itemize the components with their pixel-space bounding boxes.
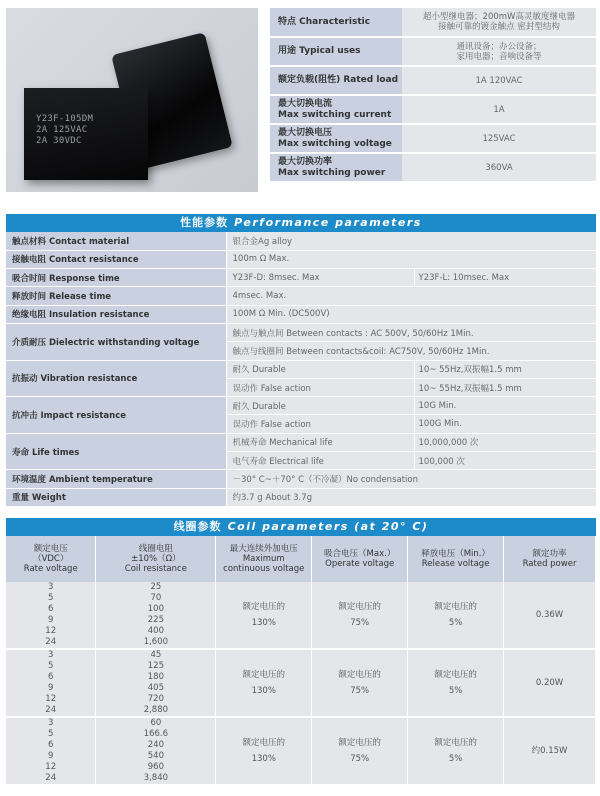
characteristic-label-line: 最大切换功率 — [278, 156, 333, 167]
performance-row — [6, 433, 596, 451]
performance-label: 环境温度 Ambient temperature — [6, 470, 226, 488]
characteristic-label-line: Max switching current — [278, 109, 392, 120]
performance-value: 10G Min. — [414, 397, 596, 415]
coil-column-header-line: Operate voltage — [325, 559, 395, 569]
characteristic-label-line: 特点 Characteristic — [278, 16, 371, 27]
performance-row — [6, 360, 596, 378]
coil-column-header — [312, 536, 408, 582]
coil-resistance: 70 — [96, 593, 216, 604]
coil-resistance: 405 — [96, 683, 216, 694]
characteristic-value — [402, 153, 596, 182]
coil-column-header — [216, 536, 312, 582]
characteristic-value-line: 家用电器；音响设备等 — [456, 51, 542, 62]
performance-value: －30° C~＋70° C（不冷凝）No condensation — [226, 470, 596, 488]
coil-column-header-line: 额定电压 — [33, 544, 68, 554]
performance-label: 吸合时间 Response time — [6, 269, 226, 287]
performance-value: 100G Min. — [414, 415, 596, 433]
characteristic-label-line: 用途 Typical uses — [278, 46, 361, 56]
characteristic-label-line: 最大切换电压 — [278, 127, 333, 138]
coil-resistance: 240 — [96, 740, 216, 751]
coil-row — [6, 582, 596, 593]
coil-row — [6, 649, 596, 661]
coil-rate-voltage: 9 — [6, 683, 96, 694]
coil-column-header — [504, 536, 596, 582]
relay-marking-line: Y23F-105DM — [36, 114, 94, 124]
coil-release-voltage-line: 5% — [448, 686, 463, 696]
performance-value: 10,000,000 次 — [414, 433, 596, 451]
coil-resistance: 3,840 — [96, 773, 216, 785]
performance-value: 银合金Ag alloy — [226, 232, 596, 250]
performance-value: 机械寿命 Mechanical life — [226, 433, 414, 451]
relay-marking-line: 2A 30VDC — [36, 136, 82, 146]
coil-operate-voltage-line: 75% — [350, 618, 370, 628]
characteristic-value-line: 360VA — [485, 162, 513, 173]
performance-title-en: Performance parameters — [234, 216, 422, 229]
coil-rate-voltage: 9 — [6, 751, 96, 762]
top-section — [0, 0, 600, 196]
coil-release-voltage — [408, 649, 504, 717]
coil-operate-voltage-line: 75% — [350, 754, 370, 764]
performance-row — [6, 488, 596, 506]
characteristic-label-line: 最大切换电流 — [278, 98, 333, 109]
characteristic-label-line: 额定负载(阻性) Rated load — [278, 75, 399, 85]
coil-resistance: 100 — [96, 604, 216, 615]
coil-release-voltage-line: 额定电压的 — [434, 670, 477, 680]
coil-release-voltage-line: 5% — [448, 754, 463, 764]
characteristic-value-line: 125VAC — [482, 133, 516, 144]
performance-value: 100M Ω Min. (DC500V) — [226, 305, 596, 323]
characteristic-value-line: 1A — [493, 104, 505, 115]
coil-rated-power: 0.36W — [504, 582, 596, 649]
coil-max-voltage-line: 额定电压的 — [242, 602, 286, 612]
coil-resistance: 225 — [96, 615, 216, 626]
performance-table — [6, 232, 596, 507]
performance-row — [6, 269, 596, 287]
coil-rate-voltage: 24 — [6, 637, 96, 649]
coil-max-voltage-line: 130% — [251, 754, 276, 764]
performance-label: 介质耐压 Dielectric withstanding voltage — [6, 323, 226, 360]
performance-row — [6, 397, 596, 415]
characteristic-label — [270, 37, 402, 66]
characteristic-value-line: 1A 120VAC — [475, 75, 523, 86]
performance-value: 触点与线圈间 Between contacts&coil: AC750V, 50/60Hz 1Min. — [226, 342, 596, 360]
coil-operate-voltage-line: 额定电压的 — [338, 738, 381, 748]
performance-label: 绝缘电阻 Insulation resistance — [6, 305, 226, 323]
coil-resistance: 180 — [96, 672, 216, 683]
coil-column-header-line: Rated power — [522, 559, 577, 569]
performance-value: 耐久 Durable — [226, 397, 414, 415]
characteristic-label — [270, 8, 402, 37]
coil-resistance: 960 — [96, 762, 216, 773]
performance-value: 10~ 55Hz,双振幅1.5 mm — [414, 378, 596, 396]
coil-rate-voltage: 12 — [6, 626, 96, 637]
coil-title-cn: 线圈参数 — [173, 520, 222, 533]
coil-column-header — [408, 536, 504, 582]
performance-value: Y23F-D: 8msec. Max — [226, 269, 414, 287]
coil-max-voltage-line: 额定电压的 — [242, 738, 286, 748]
performance-label: 释放时间 Release time — [6, 287, 226, 305]
characteristic-value — [402, 124, 596, 153]
coil-resistance: 166.6 — [96, 729, 216, 740]
characteristic-label — [270, 95, 402, 124]
coil-resistance: 400 — [96, 626, 216, 637]
performance-value: 10~ 55Hz,双振幅1.5 mm — [414, 360, 596, 378]
coil-max-voltage-line: 额定电压的 — [242, 670, 286, 680]
coil-rated-power: 约0.15W — [504, 717, 596, 785]
coil-column-header-line: Coil resistance — [124, 564, 187, 574]
characteristic-label-line: Max switching power — [278, 167, 386, 178]
performance-value: 4msec. Max. — [226, 287, 596, 305]
coil-max-voltage — [216, 582, 312, 649]
coil-operate-voltage — [312, 582, 408, 649]
coil-operate-voltage-line: 75% — [350, 686, 370, 696]
performance-label: 寿命 Life times — [6, 433, 226, 470]
characteristic-value-line: 接触可靠的镀金触点 密封型结构 — [438, 22, 560, 32]
coil-table — [6, 536, 596, 786]
coil-rate-voltage: 12 — [6, 694, 96, 705]
performance-row — [6, 250, 596, 268]
coil-max-voltage — [216, 649, 312, 717]
coil-resistance: 45 — [96, 649, 216, 661]
coil-rate-voltage: 5 — [6, 729, 96, 740]
performance-value: 100,000 次 — [414, 452, 596, 470]
coil-rate-voltage: 12 — [6, 762, 96, 773]
coil-release-voltage-line: 额定电压的 — [434, 602, 477, 612]
coil-rate-voltage: 9 — [6, 615, 96, 626]
coil-rate-voltage: 3 — [6, 649, 96, 661]
performance-value: 约3.7 g About 3.7g — [226, 488, 596, 506]
performance-label: 接触电阻 Contact resistance — [6, 250, 226, 268]
performance-section — [6, 214, 596, 507]
coil-rate-voltage: 3 — [6, 582, 96, 593]
coil-release-voltage-line: 5% — [448, 618, 463, 628]
performance-value: 100m Ω Max. — [226, 250, 596, 268]
characteristic-label — [270, 124, 402, 153]
characteristic-value — [402, 37, 596, 66]
coil-column-header-line: Maximum — [242, 554, 285, 564]
coil-column-header-line: Rate voltage — [23, 564, 78, 574]
performance-label: 触点材料 Contact material — [6, 232, 226, 250]
characteristic-label — [270, 66, 402, 95]
characteristic-row — [270, 66, 596, 95]
relay-photo — [6, 8, 258, 192]
coil-resistance: 540 — [96, 751, 216, 762]
performance-label: 抗振动 Vibration resistance — [6, 360, 226, 397]
performance-label: 重量 Weight — [6, 488, 226, 506]
coil-operate-voltage-line: 额定电压的 — [338, 670, 381, 680]
performance-row — [6, 305, 596, 323]
coil-column-header — [6, 536, 96, 582]
characteristic-value — [402, 8, 596, 37]
coil-rate-voltage: 6 — [6, 604, 96, 615]
coil-resistance: 60 — [96, 717, 216, 729]
coil-title-en: Coil parameters (at 20° C) — [227, 520, 429, 533]
coil-column-header-line: 线圈电阻 — [138, 544, 173, 554]
coil-column-header-line: ±10%（Ω） — [131, 554, 181, 564]
characteristic-row — [270, 8, 596, 37]
characteristic-row — [270, 153, 596, 182]
characteristic-value-line: 超小型继电器；200mW高灵敏度继电器 — [423, 12, 575, 22]
coil-column-header-line: 释放电压（Min.） — [421, 549, 490, 559]
characteristic-row — [270, 124, 596, 153]
performance-row — [6, 323, 596, 341]
coil-operate-voltage — [312, 717, 408, 785]
coil-max-voltage-line: 130% — [251, 618, 276, 628]
coil-resistance: 125 — [96, 661, 216, 672]
relay-marking — [36, 114, 140, 147]
performance-value: 耐久 Durable — [226, 360, 414, 378]
coil-section — [6, 518, 596, 786]
characteristic-row — [270, 95, 596, 124]
coil-max-voltage-line: 130% — [251, 686, 276, 696]
relay-front-image — [24, 88, 148, 180]
characteristics-table — [270, 8, 596, 183]
characteristic-value — [402, 66, 596, 95]
coil-column-header-line: Release voltage — [421, 559, 490, 569]
coil-row — [6, 717, 596, 729]
coil-rate-voltage: 5 — [6, 593, 96, 604]
performance-value: 电气寿命 Electrical life — [226, 452, 414, 470]
coil-title — [6, 518, 596, 536]
coil-rate-voltage: 5 — [6, 661, 96, 672]
coil-column-header-line: 最大连续外加电压 — [229, 544, 298, 554]
coil-column-header-line: 吸合电压（Max.） — [324, 549, 396, 559]
coil-column-header-line: 额定功率 — [532, 549, 567, 559]
coil-resistance: 25 — [96, 582, 216, 593]
coil-operate-voltage — [312, 649, 408, 717]
performance-row — [6, 470, 596, 488]
characteristic-label-line: Max switching voltage — [278, 138, 392, 149]
coil-rated-power: 0.20W — [504, 649, 596, 717]
coil-operate-voltage-line: 额定电压的 — [338, 602, 381, 612]
characteristic-value — [402, 95, 596, 124]
relay-marking-line: 2A 125VAC — [36, 125, 88, 135]
coil-rate-voltage: 24 — [6, 773, 96, 785]
coil-column-header-line: （VDC） — [33, 554, 69, 564]
coil-column-header-line: continuous voltage — [223, 564, 305, 574]
performance-label: 抗冲击 Impact resistance — [6, 397, 226, 434]
performance-value: 触点与触点间 Between contacts : AC 500V, 50/60Hz 1Min. — [226, 323, 596, 341]
coil-release-voltage — [408, 717, 504, 785]
coil-resistance: 720 — [96, 694, 216, 705]
performance-title — [6, 214, 596, 232]
coil-resistance: 2,880 — [96, 705, 216, 717]
coil-rate-voltage: 24 — [6, 705, 96, 717]
coil-column-header — [96, 536, 216, 582]
coil-rate-voltage: 6 — [6, 740, 96, 751]
performance-row — [6, 232, 596, 250]
performance-title-cn: 性能参数 — [180, 216, 229, 229]
coil-rate-voltage: 6 — [6, 672, 96, 683]
performance-value: 误动作 False action — [226, 378, 414, 396]
performance-value: Y23F-L: 10msec. Max — [414, 269, 596, 287]
coil-rate-voltage: 3 — [6, 717, 96, 729]
characteristic-label — [270, 153, 402, 182]
coil-release-voltage-line: 额定电压的 — [434, 738, 477, 748]
performance-row — [6, 287, 596, 305]
coil-release-voltage — [408, 582, 504, 649]
coil-max-voltage — [216, 717, 312, 785]
characteristic-row — [270, 37, 596, 66]
coil-resistance: 1,600 — [96, 637, 216, 649]
performance-value: 误动作 False action — [226, 415, 414, 433]
characteristic-value-line: 通讯设备；办公设备； — [456, 41, 542, 52]
